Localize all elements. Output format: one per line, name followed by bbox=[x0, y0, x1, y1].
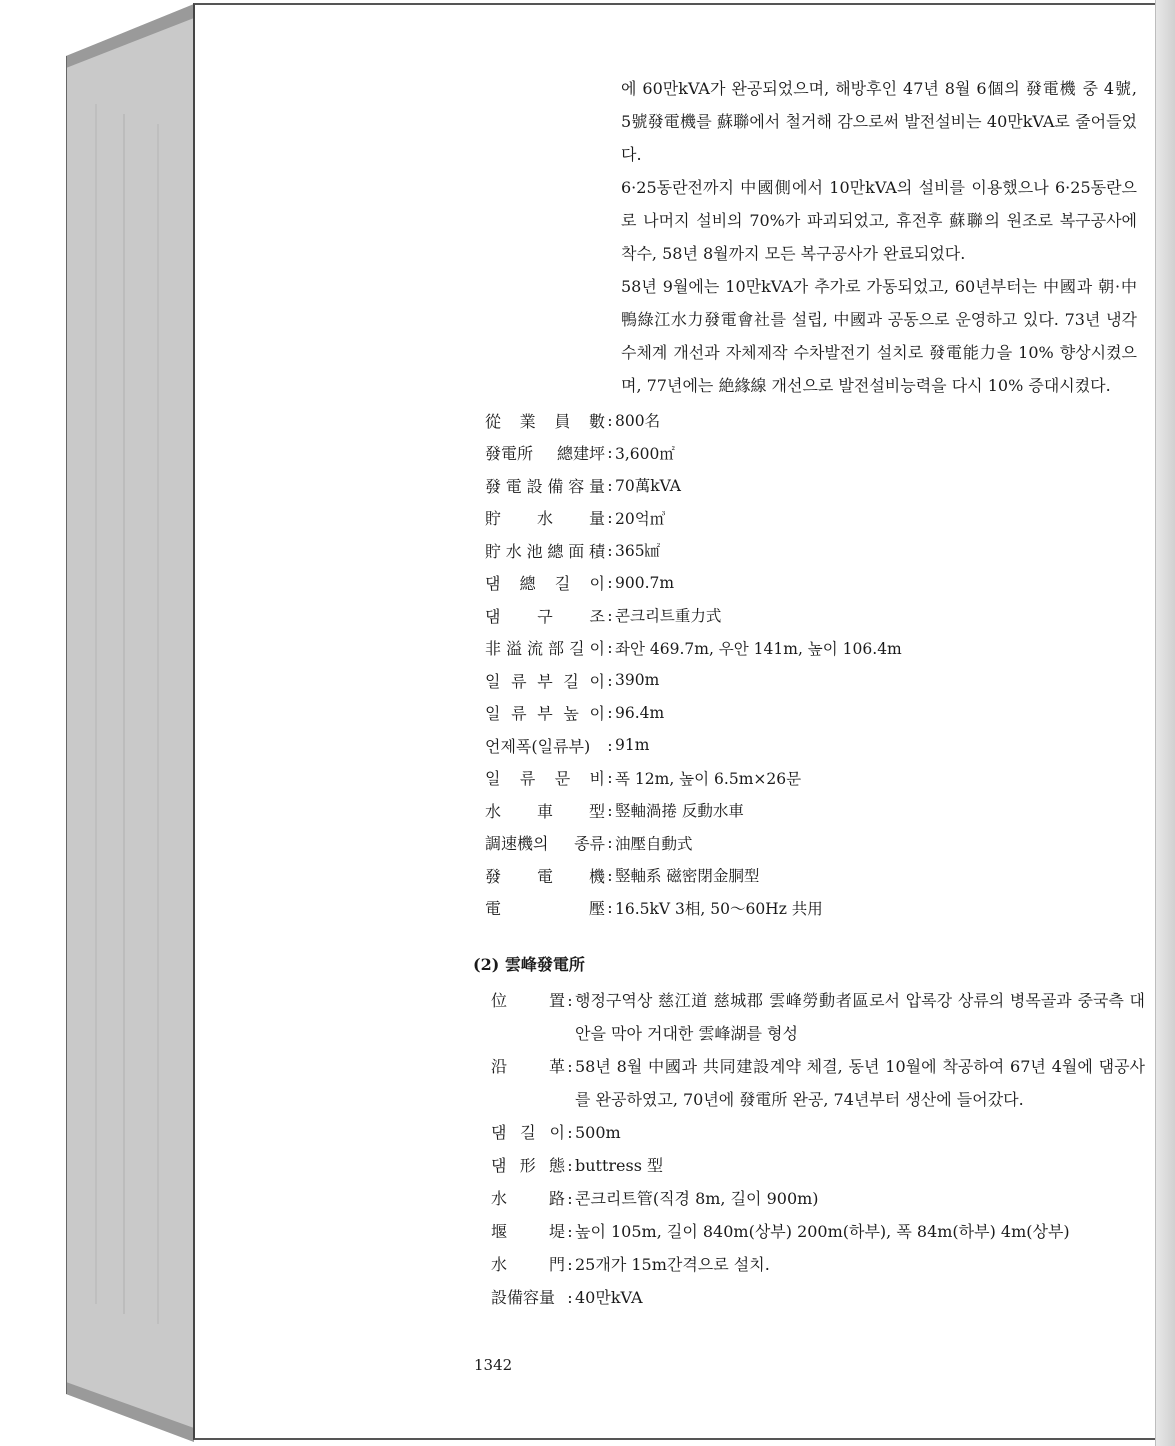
spec-row bbox=[491, 1182, 1145, 1215]
spec-label bbox=[485, 669, 605, 692]
spec-label-part: 부 bbox=[537, 704, 553, 724]
spec-label bbox=[485, 539, 605, 562]
spec-label bbox=[485, 799, 605, 822]
section-title: (2) 雲峰發電所 bbox=[473, 955, 585, 974]
spec-label-part: 水 bbox=[505, 541, 522, 561]
spec-colon: : bbox=[607, 540, 613, 560]
spec-label-part: 류 bbox=[511, 704, 527, 724]
spec-label bbox=[485, 441, 605, 464]
spec-row bbox=[491, 1248, 1145, 1281]
spec-row bbox=[485, 697, 1145, 730]
paragraph-2: 6·25동란전까지 中國側에서 10만kVA의 설비를 이용했으나 6·25동란으로 나머지 설비의 70%가 파괴되었고, 휴전후 蘇聯의 원조로 복구공사에 착수, 58년 8월까지 모든 복구공사가 완료되었다. bbox=[621, 178, 1137, 263]
spec-row bbox=[485, 567, 1145, 600]
spec-colon: : bbox=[607, 638, 613, 658]
spec-row bbox=[485, 502, 1145, 535]
spec-label-part: 置 bbox=[548, 991, 565, 1010]
spec-row bbox=[485, 534, 1145, 567]
spec-label-part: 구 bbox=[537, 606, 553, 626]
spec-value: 油壓自動式 bbox=[615, 834, 693, 853]
spec-label-part: 型 bbox=[588, 801, 605, 821]
spec-label-part: 이 bbox=[549, 1123, 565, 1142]
spec-label-part: 壓 bbox=[588, 899, 605, 919]
spec-value: 3,600㎡ bbox=[615, 444, 675, 463]
spec-label-part: 이 bbox=[589, 671, 605, 691]
spec-label bbox=[485, 409, 605, 432]
spec-label-part: 길 bbox=[563, 671, 579, 691]
spec-label-part: 이 bbox=[589, 704, 605, 724]
spec-label-part: 水 bbox=[491, 1189, 508, 1208]
spec-label-part: 堰 bbox=[491, 1222, 508, 1241]
spec-colon: : bbox=[607, 800, 613, 820]
spec-colon: : bbox=[607, 573, 613, 593]
spec-label-part: 일 bbox=[485, 704, 501, 724]
spec-label-part: 非 bbox=[485, 639, 502, 659]
spec-label-part: 水 bbox=[536, 509, 553, 529]
spec-row bbox=[485, 762, 1145, 795]
spec-label bbox=[491, 984, 565, 1017]
spec-label bbox=[485, 636, 605, 659]
spec-label-part: 備 bbox=[547, 476, 564, 496]
spec-colon: : bbox=[567, 1057, 573, 1076]
spec-label-part: 電 bbox=[485, 899, 502, 919]
spec-colon: : bbox=[607, 605, 613, 625]
spec-label bbox=[485, 604, 605, 627]
spec-label-part: 貯 bbox=[485, 541, 502, 561]
spec-label-part: 面 bbox=[568, 541, 585, 561]
spec-value: 70萬kVA bbox=[615, 477, 681, 496]
spec-row bbox=[485, 404, 1145, 437]
spec-label-part: 貯 bbox=[485, 509, 502, 529]
spec-colon: : bbox=[607, 735, 613, 755]
spec-colon: : bbox=[567, 1255, 573, 1274]
spec-label bbox=[491, 1050, 565, 1083]
spec-label-part: 비 bbox=[589, 769, 605, 789]
spec-colon: : bbox=[567, 991, 573, 1010]
spec-label-part: 堤 bbox=[548, 1222, 565, 1241]
spec-row bbox=[491, 1215, 1145, 1248]
spec-value: 행정구역상 慈江道 慈城郡 雲峰勞動者區로서 압록강 상류의 병목골과 중국측 대안을 막아 거대한 雲峰湖를 형성 bbox=[575, 991, 1145, 1043]
spec-label-part: 水 bbox=[491, 1255, 508, 1274]
spec-colon: : bbox=[567, 1123, 573, 1142]
spec-list-supung bbox=[485, 404, 1145, 924]
spec-label-part: 길 bbox=[554, 574, 571, 594]
spec-colon: : bbox=[607, 670, 613, 690]
spec-label bbox=[485, 766, 605, 789]
spec-row bbox=[491, 984, 1145, 1050]
spec-row bbox=[485, 437, 1145, 470]
spec-label bbox=[485, 864, 605, 887]
spec-label-part: 댐 bbox=[491, 1123, 507, 1142]
spec-list-unbong bbox=[491, 984, 1145, 1314]
spec-label bbox=[485, 701, 605, 724]
spec-label-part: 調速機의 bbox=[485, 834, 549, 854]
spec-value: 91m bbox=[615, 736, 650, 755]
spec-colon: : bbox=[567, 1288, 573, 1307]
spec-value: 콘크리트重力式 bbox=[615, 607, 722, 626]
spec-colon: : bbox=[607, 703, 613, 723]
spec-label-part: 높 bbox=[563, 704, 579, 724]
spec-label bbox=[485, 506, 605, 529]
spec-label bbox=[491, 1248, 565, 1281]
spec-label-part: 總 bbox=[519, 574, 536, 594]
spec-label-part: 電 bbox=[536, 866, 553, 886]
spec-value: 竪軸渦捲 反動水車 bbox=[615, 802, 744, 821]
spec-label-part: 문 bbox=[554, 769, 571, 789]
spec-label bbox=[491, 1281, 565, 1314]
spec-colon: : bbox=[607, 898, 613, 918]
page-right-edge bbox=[1155, 0, 1175, 1446]
spec-row bbox=[485, 859, 1145, 892]
spec-label-part: 從 bbox=[485, 411, 502, 431]
spec-value: buttress 型 bbox=[575, 1156, 664, 1175]
spec-label-part: 류 bbox=[519, 769, 536, 789]
spec-label-part: 機 bbox=[588, 866, 605, 886]
spec-value: 높이 105m, 길이 840m(상부) 200m(하부), 폭 84m(하부) 4m(상부) bbox=[575, 1222, 1070, 1241]
spec-label-part: 길 bbox=[569, 639, 585, 659]
spec-row bbox=[485, 664, 1145, 697]
spec-label bbox=[485, 831, 605, 854]
spec-label-part: 容 bbox=[568, 476, 585, 496]
spec-value: 좌안 469.7m, 우안 141m, 높이 106.4m bbox=[615, 639, 902, 658]
spec-label-part: 總 bbox=[547, 541, 564, 561]
spec-value: 폭 12m, 높이 6.5m×26문 bbox=[615, 769, 802, 788]
spec-label-part: 設 bbox=[526, 476, 543, 496]
spec-colon: : bbox=[607, 475, 613, 495]
spec-label-part: 量 bbox=[588, 476, 605, 496]
spec-label-part: 댐 bbox=[485, 606, 501, 626]
spec-colon: : bbox=[567, 1156, 573, 1175]
spec-row bbox=[485, 632, 1145, 665]
spec-colon: : bbox=[607, 768, 613, 788]
spec-label-part: 業 bbox=[519, 411, 536, 431]
spec-colon: : bbox=[607, 508, 613, 528]
spec-row bbox=[491, 1116, 1145, 1149]
spec-label bbox=[491, 1182, 565, 1215]
spec-label-part: 流 bbox=[527, 639, 544, 659]
spec-value: 390m bbox=[615, 671, 660, 690]
spec-label-part: 電 bbox=[505, 476, 522, 496]
spec-value: 500m bbox=[575, 1123, 621, 1142]
spec-label-part: 發 bbox=[485, 476, 502, 496]
spec-label-part: 일 bbox=[485, 671, 501, 691]
spec-label-part: 積 bbox=[588, 541, 605, 561]
spec-colon: : bbox=[607, 833, 613, 853]
spec-label-part: 部 bbox=[548, 639, 565, 659]
spec-label bbox=[485, 896, 605, 919]
spec-label-part: 길 bbox=[520, 1123, 536, 1142]
spec-label-part: 位 bbox=[491, 991, 508, 1010]
spec-row bbox=[485, 794, 1145, 827]
spec-label-part: 革 bbox=[548, 1057, 565, 1076]
spec-row bbox=[491, 1149, 1145, 1182]
spec-value: 900.7m bbox=[615, 573, 675, 592]
spec-label-part: 總建坪 bbox=[556, 444, 605, 464]
spec-row bbox=[485, 827, 1145, 860]
page-number: 1342 bbox=[474, 1356, 513, 1374]
spec-row bbox=[485, 469, 1145, 502]
spec-value: 20억㎥ bbox=[615, 509, 666, 528]
page-content bbox=[473, 72, 1145, 1314]
spec-label-part: 路 bbox=[548, 1189, 565, 1208]
spec-label bbox=[485, 571, 605, 594]
spec-row bbox=[491, 1050, 1145, 1116]
spec-value: 96.4m bbox=[615, 703, 665, 722]
spec-label bbox=[485, 734, 605, 757]
spec-label-part: 發 bbox=[485, 866, 502, 886]
spec-row bbox=[491, 1281, 1145, 1314]
spec-label-part: 量 bbox=[588, 509, 605, 529]
spec-value: 40만kVA bbox=[575, 1288, 643, 1307]
spec-label-part: 언제폭(일류부) bbox=[485, 736, 591, 756]
spec-colon: : bbox=[567, 1189, 573, 1208]
spec-colon: : bbox=[607, 443, 613, 463]
spec-label-part: 門 bbox=[548, 1255, 565, 1274]
spec-label-part: 댐 bbox=[491, 1156, 507, 1175]
spec-label-part: 이 bbox=[589, 574, 605, 594]
spec-label-part: 態 bbox=[548, 1156, 565, 1175]
spec-label bbox=[491, 1116, 565, 1149]
spec-label-part: 員 bbox=[554, 411, 571, 431]
spec-label bbox=[491, 1149, 565, 1182]
spec-value: 58년 8월 中國과 共同建設계약 체결, 동년 10월에 착공하여 67년 4월에 댐공사를 완공하였고, 70년에 發電所 완공, 74년부터 생산에 들어갔다. bbox=[575, 1057, 1145, 1109]
book-page-stack bbox=[66, 4, 194, 1442]
spec-value: 竪軸系 磁密閉金胴型 bbox=[615, 867, 760, 886]
paragraph-1: 에 60만kVA가 완공되었으며, 해방후인 47년 8월 6個의 發電機 중 4號, 5號發電機를 蘇聯에서 철거해 감으로써 발전설비는 40만kVA로 줄어들었다. bbox=[621, 79, 1137, 164]
spec-value: 25개가 15m간격으로 설치. bbox=[575, 1255, 770, 1274]
spec-label bbox=[485, 474, 605, 497]
spec-label-part: 종류 bbox=[574, 834, 605, 854]
spec-colon: : bbox=[607, 410, 613, 430]
spec-value: 365㎢ bbox=[615, 542, 661, 561]
spec-label-part: 數 bbox=[588, 411, 605, 431]
spec-row bbox=[485, 729, 1145, 762]
spec-label-part: 發電所 bbox=[485, 444, 534, 464]
spec-label-part: 조 bbox=[589, 606, 605, 626]
spec-row bbox=[485, 892, 1145, 925]
spec-label-part: 부 bbox=[537, 671, 553, 691]
spec-value: 콘크리트管(직경 8m, 길이 900m) bbox=[575, 1189, 819, 1208]
spec-label bbox=[491, 1215, 565, 1248]
spec-label-part: 設備容量 bbox=[491, 1288, 556, 1307]
spec-label-part: 류 bbox=[511, 671, 527, 691]
spec-label-part: 沿 bbox=[491, 1057, 508, 1076]
spec-value: 800名 bbox=[615, 412, 661, 431]
spec-label-part: 水 bbox=[485, 801, 502, 821]
spec-label-part: 池 bbox=[526, 541, 543, 561]
spec-colon: : bbox=[567, 1222, 573, 1241]
spec-label-part: 댐 bbox=[485, 574, 501, 594]
spec-value: 16.5kV 3相, 50～60Hz 共用 bbox=[615, 899, 823, 918]
spec-row bbox=[485, 599, 1145, 632]
spec-colon: : bbox=[607, 865, 613, 885]
paragraph-3: 58년 9월에는 10만kVA가 추가로 가동되었고, 60년부터는 中國과 朝·中 鴨綠江水力發電會社를 설립, 中國과 공동으로 운영하고 있다. 73년 냉각수체계 개선과 자체제작 수차발전기 설치로 發電能力을 10% 향상시켰으며, 77년에는 絶緣線 개선으로 발전설비능력을 다시 10% 증대시켰다. bbox=[621, 277, 1137, 395]
spec-label-part: 溢 bbox=[506, 639, 523, 659]
spec-label-part: 이 bbox=[589, 639, 605, 659]
spec-label-part: 車 bbox=[536, 801, 553, 821]
spec-label-part: 形 bbox=[519, 1156, 536, 1175]
spec-label-part: 일 bbox=[485, 769, 501, 789]
